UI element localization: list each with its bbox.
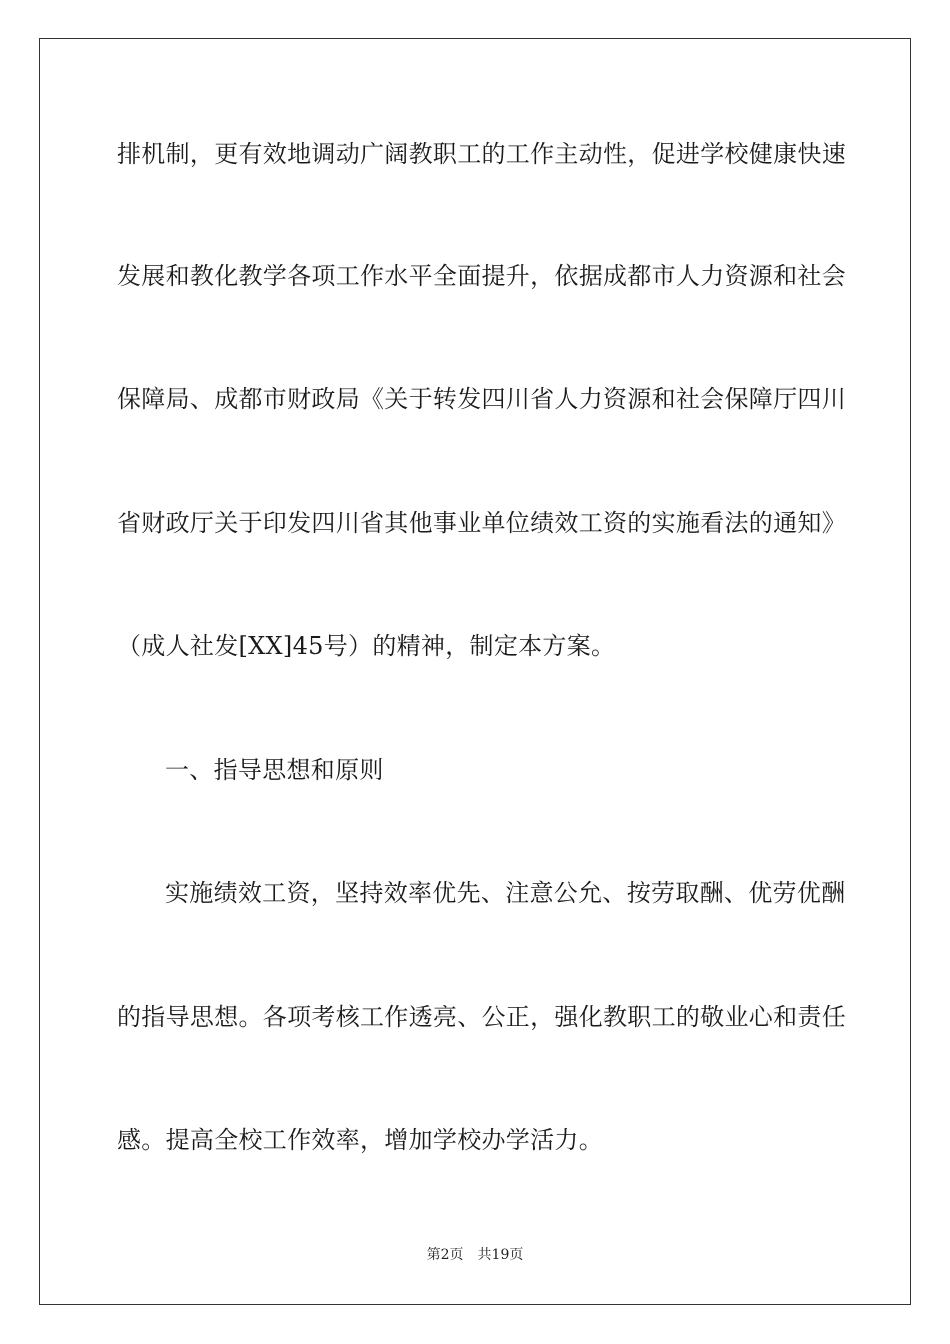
- paragraph-line: 发展和教化教学各项工作水平全面提升，依据成都市人力资源和社会: [117, 262, 846, 290]
- paragraph-line: 排机制，更有效地调动广阔教职工的工作主动性，促进学校健康快速: [117, 140, 846, 168]
- paragraph-line: 的指导思想。各项考核工作透亮、公正，强化教职工的敬业心和责任: [117, 1003, 846, 1031]
- page-total: 共19页: [477, 1247, 524, 1263]
- paragraph-line: （成人社发[XX]45号）的精神，制定本方案。: [117, 632, 616, 660]
- page-border: [39, 38, 911, 1305]
- paragraph-line: 实施绩效工资，坚持效率优先、注意公允、按劳取酬、优劳优酬: [165, 879, 846, 907]
- section-heading: 一、指导思想和原则: [165, 756, 384, 784]
- paragraph-line: 省财政厅关于印发四川省其他事业单位绩效工资的实施看法的通知》: [117, 509, 846, 537]
- paragraph-line: 感。提高全校工作效率，增加学校办学活力。: [117, 1126, 603, 1154]
- page-footer: [0, 1246, 950, 1264]
- page-number: 第2页: [426, 1247, 464, 1263]
- paragraph-line: 保障局、成都市财政局《关于转发四川省人力资源和社会保障厅四川: [117, 385, 846, 413]
